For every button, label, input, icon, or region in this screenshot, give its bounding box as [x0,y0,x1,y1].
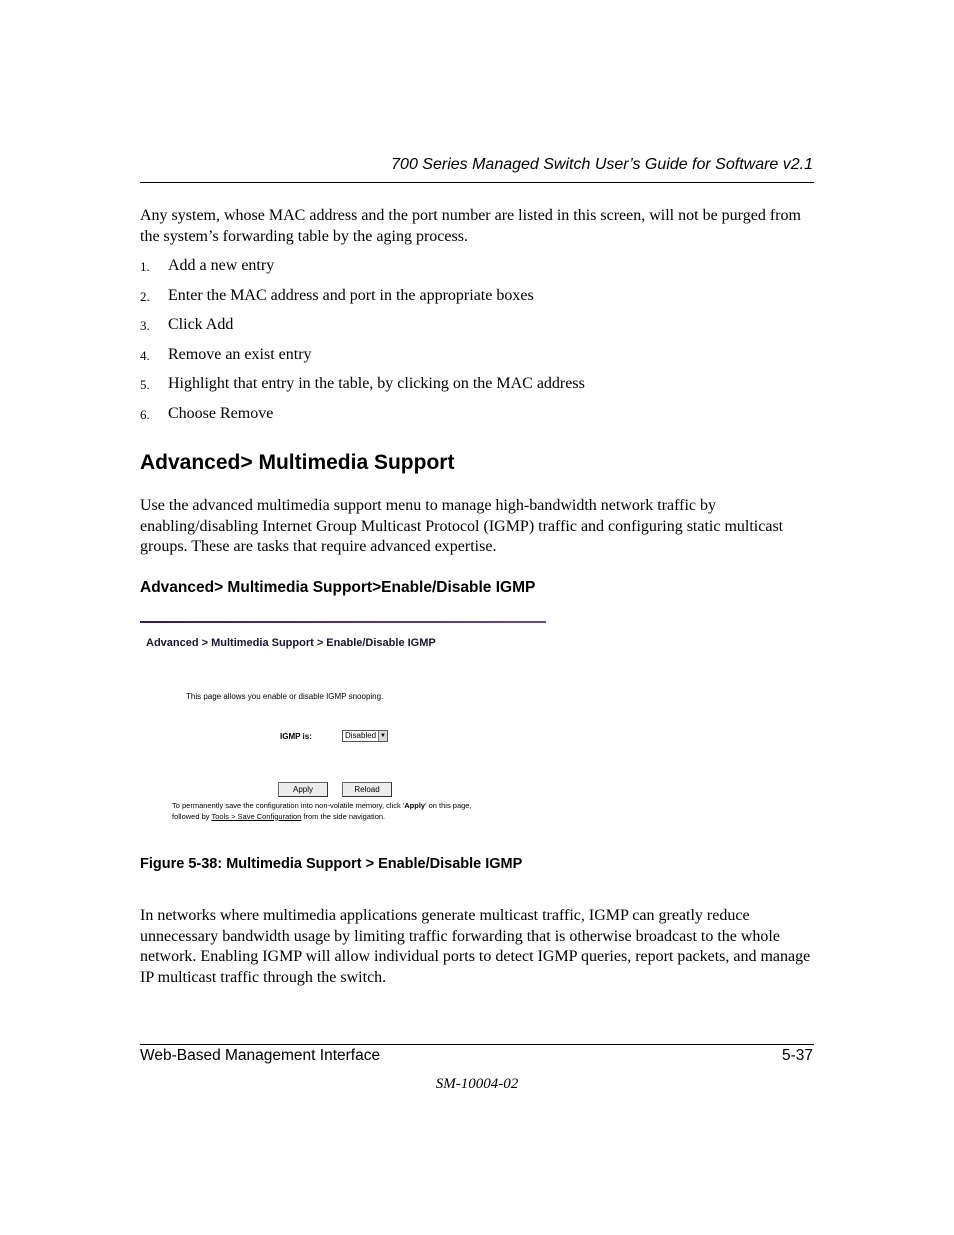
save-note-text: followed by [172,811,212,821]
page-number: 5-37 [781,1047,813,1064]
list-item-number: 4. [140,347,150,363]
list-item [140,345,820,375]
list-item-text: Click Add [168,316,234,334]
list-item-number: 6. [140,406,150,422]
steps-list [140,256,820,434]
save-note-apply: Apply [404,801,426,810]
igmp-select-value: Disabled [345,731,377,740]
subsection-heading: Advanced> Multimedia Support>Enable/Disable IGMP [140,579,536,596]
list-item-text: Enter the MAC address and port in the appropriate boxes [168,286,534,304]
document-id: SM-10004-02 [435,1076,519,1092]
igmp-label: IGMP is: [280,732,312,741]
figure-page-title: Advanced > Multimedia Support > Enable/Disable IGMP [146,637,436,649]
header-rule [140,182,814,183]
igmp-select[interactable] [342,730,388,742]
list-item-text: Add a new entry [168,257,275,274]
save-note-text: from the side navigation. [301,811,386,821]
list-item-number: 3. [140,318,150,334]
running-header: 700 Series Managed Switch User’s Guide for Software v2.1 [391,156,813,173]
closing-paragraph: In networks where multimedia applications generate multicast traffic, IGMP can greatly reduce unnecessary bandwidth usage by limiting traffic forwarding that is otherwise broadcast to the whole network. Enabling IGMP will allow individual ports to detect IGMP queries, report packets, and manage IP multicast traffic through the switch. [140,907,811,986]
save-note-text: ' on this page, [425,801,472,810]
list-item-number: 2. [140,288,150,304]
list-item [140,256,820,286]
list-item [140,374,820,404]
list-item-number: 5. [140,377,150,393]
list-item [140,404,820,434]
save-note-text: To permanently save the configuration into non-volatile memory, click ' [172,801,405,810]
list-item-number: 1. [140,259,150,274]
list-item [140,286,820,316]
figure-top-border [140,621,546,623]
igmp-screenshot-figure [140,621,546,831]
chevron-down-icon[interactable]: ▼ [378,731,387,741]
list-item-text: Choose Remove [168,404,274,422]
apply-button[interactable]: Apply [278,782,328,797]
figure-caption: Figure 5-38: Multimedia Support > Enable/Disable IGMP [140,856,523,872]
section-paragraph: Use the advanced multimedia support menu to manage high-bandwidth network traffic by enabling/disabling Internet Group Multicast Protocol (IGMP) traffic and configuring static multicast groups. These are tasks that require advanced expertise. [140,497,784,555]
reload-button[interactable]: Reload [342,782,392,797]
list-item-text: Remove an exist entry [168,345,312,363]
footer-section-title: Web-Based Management Interface [140,1047,381,1064]
save-configuration-link[interactable]: Tools > Save Configuration [211,811,302,821]
figure-description: This page allows you enable or disable IGMP snooping. [186,692,384,701]
save-note [172,801,544,822]
section-heading: Advanced> Multimedia Support [140,451,455,474]
footer-rule [140,1044,814,1045]
list-item [140,315,820,345]
intro-paragraph: Any system, whose MAC address and the port number are listed in this screen, will not be purged from the system’s forwarding table by the aging process. [140,207,801,245]
list-item-text: Highlight that entry in the table, by clicking on the MAC address [168,375,585,393]
